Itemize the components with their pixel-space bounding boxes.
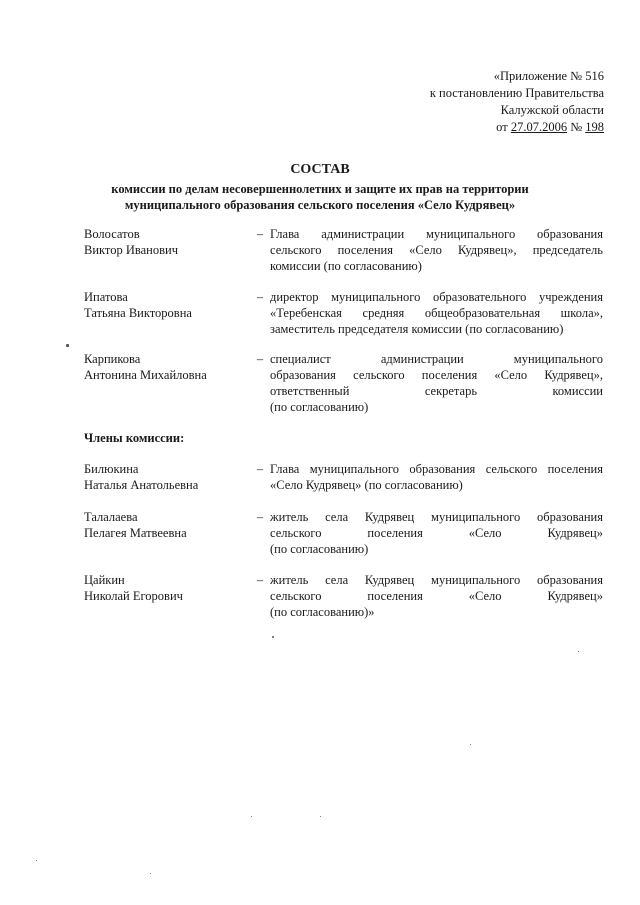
role-line: образования сельского поселения «Село Кудрявец», bbox=[270, 368, 603, 382]
person-given-names: Татьяна Викторовна bbox=[84, 306, 192, 320]
dash-separator: – bbox=[256, 227, 264, 241]
person-name bbox=[84, 226, 254, 258]
scan-speck bbox=[251, 816, 252, 817]
header-line-2: к постановлению Правительства bbox=[429, 86, 604, 100]
person-given-names: Виктор Иванович bbox=[84, 243, 178, 257]
person-role bbox=[270, 509, 603, 557]
dash-separator: – bbox=[256, 462, 264, 476]
header-line-4 bbox=[430, 119, 604, 136]
role-line: «Теребенская средняя общеобразовательная школа», bbox=[270, 306, 603, 320]
scan-speck bbox=[320, 816, 321, 817]
role-line: ответственный секретарь комиссии bbox=[270, 384, 603, 398]
person-surname: Билюкина bbox=[84, 462, 139, 476]
person-name bbox=[84, 509, 254, 541]
document-subtitle bbox=[70, 181, 570, 213]
role-line: (по согласованию) bbox=[270, 542, 369, 556]
role-line: сельского поселения «Село Кудрявец», председатель bbox=[270, 243, 603, 257]
person-surname: Талалаева bbox=[84, 510, 138, 524]
dash-separator: – bbox=[256, 510, 264, 524]
role-line: (по согласованию) bbox=[270, 400, 369, 414]
dash-separator: – bbox=[256, 573, 264, 587]
role-line: директор муниципального образовательного учреждения bbox=[270, 290, 603, 304]
person-name bbox=[84, 461, 254, 493]
scan-speck bbox=[578, 651, 579, 652]
header-date-prefix: от bbox=[496, 120, 511, 134]
role-line: сельского поселения «Село Кудрявец» bbox=[270, 526, 603, 540]
subtitle-line: комиссии по делам несовершеннолетних и защите их прав на территории bbox=[111, 182, 529, 196]
scan-speck bbox=[36, 860, 37, 861]
person-name bbox=[84, 572, 254, 604]
role-line: житель села Кудрявец муниципального образования bbox=[270, 573, 603, 587]
dash-separator: – bbox=[256, 290, 264, 304]
subtitle-line: муниципального образования сельского поселения «Село Кудрявец» bbox=[124, 198, 516, 212]
person-given-names: Наталья Анатольевна bbox=[84, 478, 199, 492]
scan-speck bbox=[66, 344, 69, 347]
role-line: Глава муниципального образования сельского поселения bbox=[270, 462, 603, 476]
role-line: комиссии (по согласованию) bbox=[270, 259, 422, 273]
role-line: житель села Кудрявец муниципального образования bbox=[270, 510, 603, 524]
person-surname: Цайкин bbox=[84, 573, 125, 587]
role-line: (по согласованию)» bbox=[270, 605, 375, 619]
person-given-names: Антонина Михайловна bbox=[84, 368, 207, 382]
role-line: заместитель председателя комиссии (по согласованию) bbox=[270, 322, 564, 336]
header-number-sign: № bbox=[567, 120, 586, 134]
appendix-header bbox=[430, 68, 604, 136]
header-line-3: Калужской области bbox=[500, 103, 604, 117]
header-date: 27.07.2006 bbox=[510, 120, 568, 134]
scan-speck bbox=[272, 636, 274, 638]
dash-separator: – bbox=[256, 352, 264, 366]
person-surname: Карпикова bbox=[84, 352, 141, 366]
person-role bbox=[270, 572, 603, 620]
document-title: СОСТАВ bbox=[290, 162, 350, 177]
person-given-names: Пелагея Матвеевна bbox=[84, 526, 187, 540]
scan-speck bbox=[150, 873, 151, 874]
person-role bbox=[270, 226, 603, 274]
person-surname: Ипатова bbox=[84, 290, 128, 304]
scan-speck bbox=[470, 744, 471, 745]
members-heading: Члены комиссии: bbox=[84, 431, 185, 445]
person-name bbox=[84, 289, 254, 321]
role-line: Глава администрации муниципального образования bbox=[270, 227, 603, 241]
person-name bbox=[84, 351, 254, 383]
role-line: «Село Кудрявец» (по согласованию) bbox=[270, 478, 463, 492]
role-line: специалист администрации муниципального bbox=[270, 352, 603, 366]
person-surname: Волосатов bbox=[84, 227, 140, 241]
person-role bbox=[270, 351, 603, 415]
header-line-1: «Приложение № 516 bbox=[493, 69, 604, 83]
role-line: сельского поселения «Село Кудрявец» bbox=[270, 589, 603, 603]
person-role bbox=[270, 289, 603, 337]
header-number: 198 bbox=[585, 120, 604, 134]
person-role bbox=[270, 461, 603, 493]
person-given-names: Николай Егорович bbox=[84, 589, 183, 603]
